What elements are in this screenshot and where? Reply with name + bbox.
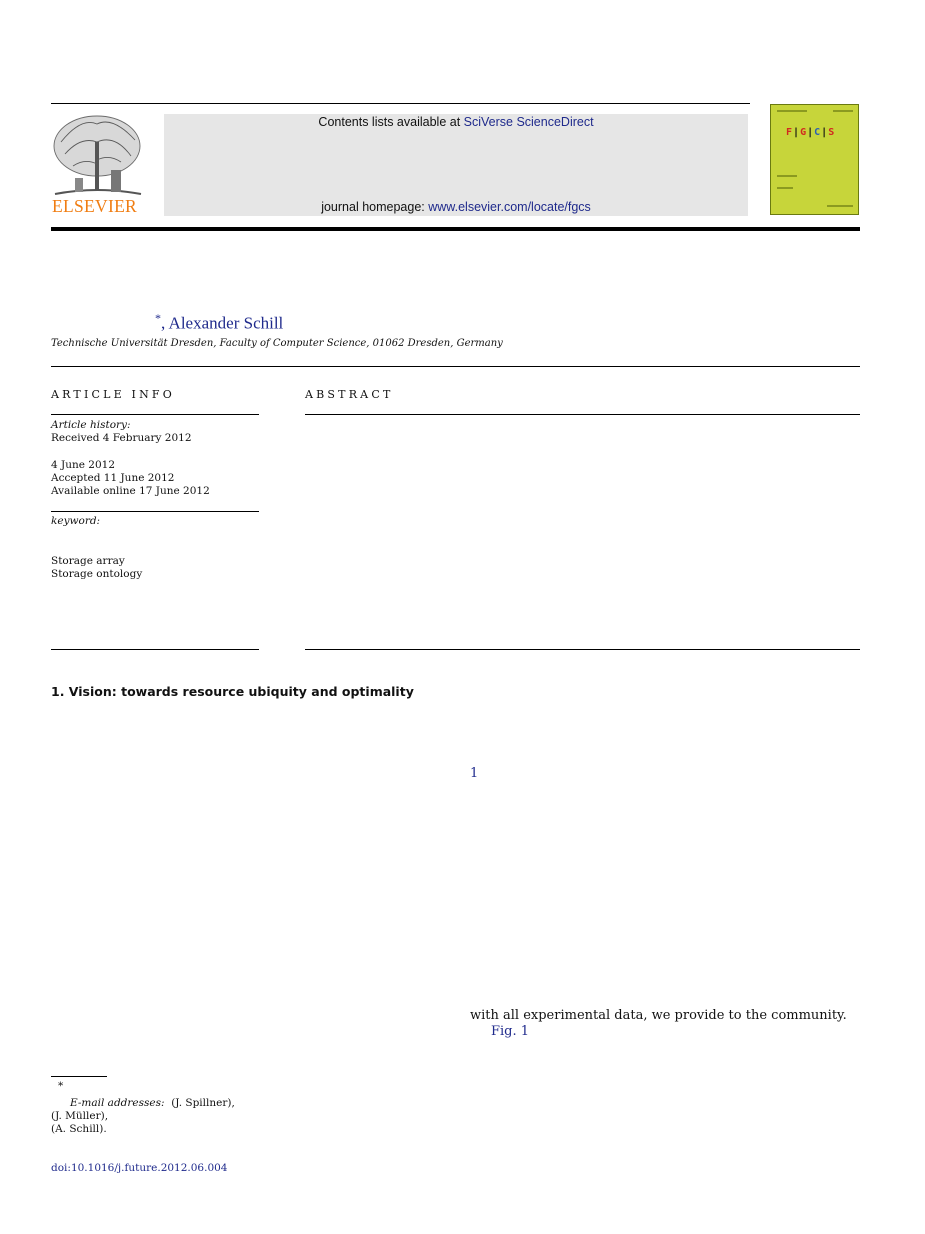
email-spillner: (J. Spillner),: [167, 1097, 235, 1109]
header-top-rule: [51, 103, 750, 104]
email-mueller: (J. Müller),: [51, 1110, 109, 1122]
affiliation-rule: [51, 366, 860, 367]
keywords-label: keyword:: [51, 515, 101, 527]
corresponding-author-marker[interactable]: *: [155, 311, 161, 325]
cover-line: [833, 110, 853, 112]
keyword-item: Storage array: [51, 555, 125, 567]
contents-line: [164, 115, 748, 129]
keywords-rule: [51, 511, 259, 512]
elsevier-wordmark: ELSEVIER: [52, 196, 138, 216]
accepted-date: Accepted 11 June 2012: [51, 471, 175, 484]
cover-line: [777, 175, 797, 177]
sciencedirect-link[interactable]: SciVerse ScienceDirect: [463, 115, 594, 129]
online-date: Available online 17 June 2012: [51, 485, 210, 498]
journal-cover: [770, 104, 859, 215]
cover-title: F|G|C|S: [786, 127, 836, 138]
article-info-rule: [51, 414, 259, 415]
homepage-prefix: journal homepage:: [321, 200, 429, 214]
email-footnote: [70, 1097, 235, 1109]
keyword-item: Storage ontology: [51, 568, 143, 581]
article-info-heading: ARTICLE INFO: [51, 388, 175, 401]
cover-line: [827, 205, 853, 207]
footnote-ref-1[interactable]: 1: [470, 766, 479, 781]
article-history: [51, 419, 210, 498]
journal-homepage-link[interactable]: www.elsevier.com/locate/fgcs: [428, 200, 591, 214]
abstract-heading: ABSTRACT: [305, 388, 394, 401]
footnote-rule: [51, 1076, 107, 1077]
history-label: Article history:: [51, 419, 131, 431]
received-date: Received 4 February 2012: [51, 432, 192, 445]
cover-line: [777, 187, 793, 189]
elsevier-logo: [51, 112, 144, 218]
email-label: E-mail addresses:: [70, 1097, 165, 1109]
author-names: , Alexander Schill: [161, 313, 284, 333]
figure-1-link[interactable]: Fig. 1: [491, 1024, 530, 1039]
header-thick-rule: [51, 227, 860, 231]
keyword-list: [51, 555, 142, 582]
abstract-rule: [305, 414, 860, 415]
footnote-star: *: [58, 1080, 64, 1092]
article-info-bottom-rule: [51, 649, 259, 650]
abstract-bottom-rule: [305, 649, 860, 650]
author-line: [155, 311, 283, 334]
affiliation: Technische Universität Dresden, Faculty of Computer Science, 01062 Dresden, Germany: [51, 338, 503, 349]
homepage-line: [164, 200, 748, 214]
contents-prefix: Contents lists available at: [318, 115, 464, 129]
email-schill: (A. Schill).: [51, 1123, 107, 1135]
doi-link[interactable]: doi:10.1016/j.future.2012.06.004: [51, 1162, 228, 1174]
cover-line: [777, 110, 807, 112]
section-title: 1. Vision: towards resource ubiquity and optimality: [51, 684, 414, 699]
revised-date: 4 June 2012: [51, 458, 116, 471]
body-text-line: with all experimental data, we provide to the community.: [470, 1008, 847, 1023]
